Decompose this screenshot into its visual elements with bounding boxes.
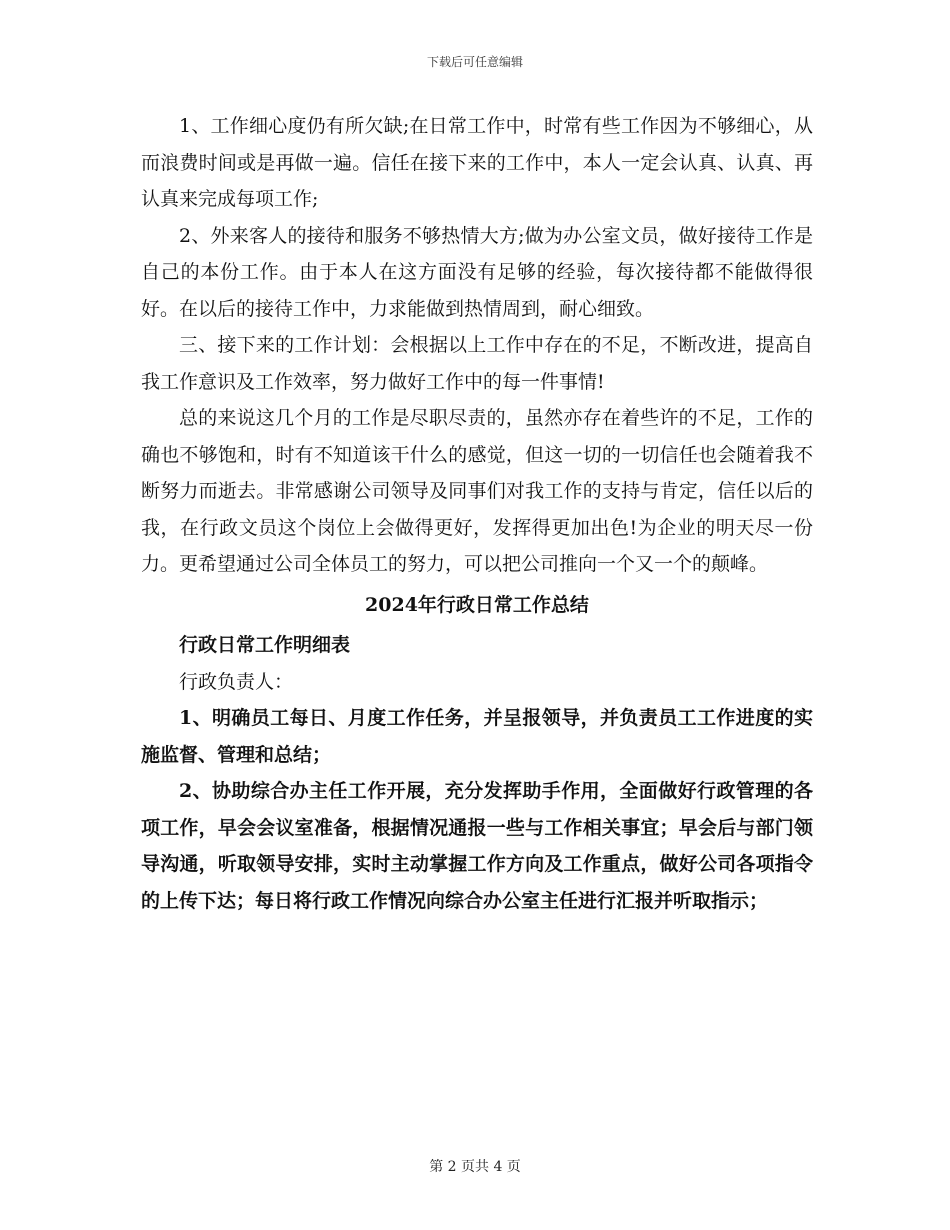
header-note: 下载后可任意编辑 [426, 55, 523, 69]
paragraph-4: 总的来说这几个月的工作是尽职尽责的，虽然亦存在着些许的不足，工作的确也不够饱和，时有不知道该干什么的感觉，但这一切的一切信任也会随着我不断努力而逝去。非常感谢公司领导及同事们对我工作的支持与肯定，信任以后的我，在行政文员这个岗位上会做得更好，发挥得更加出色!为企业的明天尽一份力。更希望通过公司全体员工的努力，可以把公司推向一个又一个的颠峰。 [141, 407, 813, 575]
paragraph-2: 2、外来客人的接待和服务不够热情大方;做为办公室文员，做好接待工作是自己的本份工作。由于本人在这方面没有足够的经验，每次接待都不能做得很好。在以后的接待工作中，力求能做到热情周到，耐心细致。 [141, 224, 813, 320]
paragraph-3: 三、接下来的工作计划：会根据以上工作中存在的不足，不断改进，提高自我工作意识及工作效率，努力做好工作中的每一件事情! [141, 334, 813, 393]
table-subheading: 行政日常工作明细表 [179, 634, 351, 656]
duty-item-2: 2、协助综合办主任工作开展，充分发挥助手作用，全面做好行政管理的各项工作，早会会议室准备，根据情况通报一些与工作相关事宜；早会后与部门领导沟通，听取领导安排，实时主动掌握工作方向及工作重点，做好公司各项指令的上传下达；每日将行政工作情况向综合办公室主任进行汇报并听取指示； [141, 780, 813, 912]
section-title: 2024年行政日常工作总结 [365, 593, 589, 616]
page-number: 第 2 页共 4 页 [429, 1159, 521, 1175]
document-body [141, 108, 813, 919]
duty-item-1: 1、明确员工每日、月度工作任务，并呈报领导，并负责员工工作进度的实施监督、管理和总结； [141, 707, 813, 766]
paragraph-1: 1、工作细心度仍有所欠缺;在日常工作中，时常有些工作因为不够细心，从而浪费时间或是再做一遍。信任在接下来的工作中，本人一定会认真、认真、再认真来完成每项工作; [141, 115, 813, 210]
role-line: 行政负责人： [179, 670, 294, 693]
